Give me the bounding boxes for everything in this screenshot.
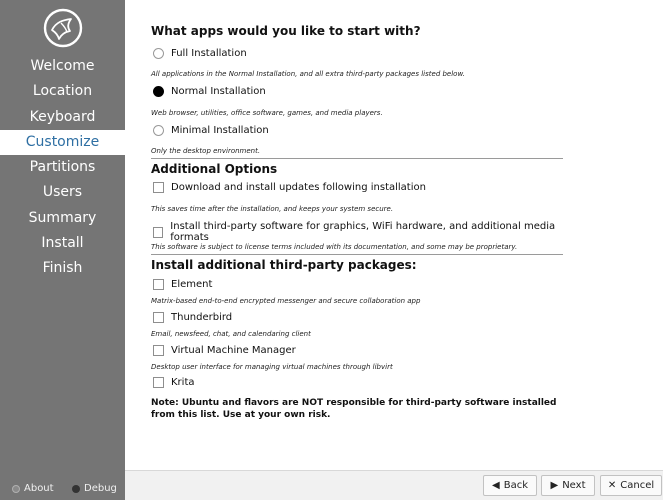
- full-installation-radio[interactable]: [153, 48, 247, 59]
- arrow-right-icon: ▶: [550, 480, 559, 491]
- checkbox-indicator: [153, 279, 164, 290]
- normal-installation-desc: Web browser, utilities, office software, games, and media players.: [151, 109, 383, 117]
- third-party-warning-note: Note: Ubuntu and flavors are NOT responsible for third-party software installed from this list. Use at your own risk.: [151, 398, 557, 420]
- checkbox-indicator: [153, 312, 164, 323]
- package-krita-checkbox[interactable]: [153, 377, 195, 388]
- about-label: About: [24, 483, 54, 494]
- sidebar-item-finish: Finish: [42, 260, 83, 277]
- main-panel: [125, 0, 663, 470]
- third-party-software-checkbox[interactable]: [153, 221, 563, 243]
- sidebar-item-location: Location: [32, 83, 93, 100]
- sidebar-item-welcome: Welcome: [30, 58, 95, 74]
- package-thunderbird-checkbox[interactable]: [153, 312, 232, 323]
- third-party-software-desc: This software is subject to license terms included with its documentation, and some may be proprietary.: [151, 243, 518, 251]
- radio-indicator: [153, 48, 164, 59]
- sidebar-item-customize: Customize: [0, 130, 125, 155]
- full-installation-desc: All applications in the Normal Installation, and all extra third-party packages listed below.: [151, 70, 465, 78]
- checkbox-indicator: [153, 377, 164, 388]
- download-updates-checkbox[interactable]: [153, 182, 426, 193]
- sidebar-item-summary: Summary: [28, 209, 97, 226]
- download-updates-label: Download and install updates following installation: [171, 182, 426, 193]
- debug-button[interactable]: [72, 483, 117, 494]
- minimal-installation-desc: Only the desktop environment.: [151, 147, 261, 155]
- third-party-software-label: Install third-party software for graphics, WiFi hardware, and additional media formats: [170, 221, 556, 243]
- back-button[interactable]: [483, 475, 537, 496]
- bug-icon: [72, 485, 80, 493]
- checkbox-indicator: [153, 227, 163, 238]
- sidebar-item-keyboard: Keyboard: [29, 108, 96, 125]
- bottom-nav-bar: [125, 470, 663, 500]
- normal-installation-radio[interactable]: [153, 86, 266, 97]
- next-button[interactable]: [541, 475, 595, 496]
- checkbox-indicator: [153, 182, 164, 193]
- minimal-installation-radio[interactable]: [153, 125, 269, 136]
- package-krita-label: Krita: [171, 377, 195, 388]
- arrow-left-icon: ◀: [492, 480, 500, 491]
- cancel-button[interactable]: [600, 475, 662, 496]
- package-element-label: Element: [171, 279, 213, 290]
- sidebar-item-install: Install: [41, 235, 84, 252]
- package-virt-manager-label: Virtual Machine Manager: [171, 345, 296, 356]
- package-thunderbird-label: Thunderbird: [171, 312, 233, 323]
- package-thunderbird-desc: Email, newsfeed, chat, and calendaring client: [151, 330, 311, 338]
- back-label: Back: [503, 480, 528, 491]
- debug-label: Debug: [84, 483, 117, 494]
- checkbox-indicator: [153, 345, 164, 356]
- cancel-label: Cancel: [620, 480, 655, 491]
- full-installation-label: Full Installation: [171, 48, 247, 59]
- additional-options-heading: Additional Options: [151, 162, 278, 176]
- about-button[interactable]: [12, 483, 54, 494]
- apps-heading: What apps would you like to start with?: [151, 24, 421, 38]
- package-element-desc: Matrix-based end-to-end encrypted messenger and secure collaboration app: [151, 297, 421, 305]
- distro-logo-icon: [43, 8, 83, 48]
- radio-indicator-selected: [153, 86, 164, 97]
- download-updates-desc: This saves time after the installation, and keeps your system secure.: [151, 205, 394, 213]
- sidebar: [0, 0, 125, 500]
- section-divider: [151, 158, 563, 159]
- package-virt-manager-desc: Desktop user interface for managing virtual machines through libvirt: [151, 363, 393, 371]
- normal-installation-label: Normal Installation: [171, 86, 266, 97]
- minimal-installation-label: Minimal Installation: [171, 125, 269, 136]
- third-party-packages-heading: Install additional third-party packages:: [151, 258, 417, 272]
- section-divider: [151, 254, 563, 255]
- sidebar-nav: [0, 54, 125, 282]
- sidebar-item-users: Users: [42, 184, 83, 201]
- package-element-checkbox[interactable]: [153, 279, 212, 290]
- next-label: Next: [562, 480, 586, 491]
- package-virt-manager-checkbox[interactable]: [153, 345, 296, 356]
- radio-indicator: [153, 125, 164, 136]
- info-icon: [12, 485, 20, 493]
- close-icon: ✕: [607, 480, 617, 491]
- sidebar-item-partitions: Partitions: [29, 159, 96, 176]
